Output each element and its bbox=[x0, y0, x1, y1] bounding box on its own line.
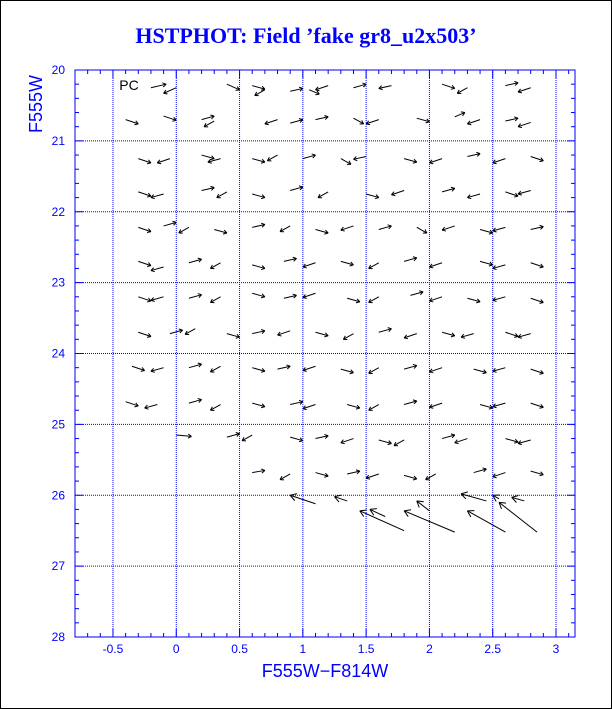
residual-vector bbox=[505, 439, 518, 444]
residual-vector bbox=[334, 495, 347, 502]
residual-vector bbox=[493, 495, 500, 501]
residual-vector bbox=[138, 227, 151, 232]
residual-vector bbox=[531, 156, 544, 161]
residual-vector bbox=[429, 297, 442, 302]
residual-vector bbox=[369, 405, 379, 411]
y-tick-label: 22 bbox=[51, 204, 65, 219]
residual-vector bbox=[426, 474, 436, 480]
residual-vector bbox=[138, 261, 151, 266]
residual-vector bbox=[404, 334, 417, 339]
residual-vector bbox=[442, 226, 455, 231]
residual-vector bbox=[341, 159, 351, 165]
y-tick-label: 23 bbox=[51, 275, 65, 290]
residual-vector bbox=[369, 263, 379, 269]
residual-vector bbox=[227, 334, 240, 339]
residual-vector bbox=[391, 190, 404, 195]
residual-vector bbox=[318, 192, 328, 198]
residual-vector bbox=[493, 227, 506, 232]
residual-vector bbox=[151, 194, 164, 199]
residual-vector bbox=[518, 334, 531, 339]
residual-vector bbox=[531, 263, 544, 268]
residual-vector bbox=[370, 509, 385, 517]
residual-vector bbox=[202, 186, 215, 190]
residual-vector bbox=[252, 194, 265, 199]
residual-vector bbox=[280, 226, 290, 232]
residual-vector bbox=[164, 221, 177, 226]
residual-vector bbox=[379, 86, 392, 90]
residual-vector bbox=[290, 437, 303, 442]
x-tick-label: 1 bbox=[299, 642, 307, 656]
residual-vector bbox=[138, 297, 151, 302]
residual-vector bbox=[290, 119, 303, 124]
residual-vector bbox=[531, 369, 544, 374]
residual-vector bbox=[151, 297, 164, 302]
residual-vector bbox=[227, 84, 240, 90]
residual-vector bbox=[493, 368, 506, 373]
residual-vector bbox=[531, 298, 544, 303]
residual-vector bbox=[366, 194, 379, 199]
residual-vector bbox=[461, 492, 486, 501]
residual-vector bbox=[341, 261, 354, 266]
residual-vector bbox=[189, 363, 202, 368]
residual-vector bbox=[457, 88, 467, 94]
residual-vector bbox=[316, 332, 329, 337]
residual-vector bbox=[202, 115, 215, 120]
residual-vector bbox=[379, 328, 392, 333]
residual-vector bbox=[518, 440, 531, 445]
residual-vector bbox=[252, 403, 265, 408]
residual-vector bbox=[341, 439, 354, 444]
residual-vector bbox=[202, 155, 215, 160]
residual-vector bbox=[505, 117, 518, 121]
residual-vector bbox=[404, 364, 417, 369]
residual-vector bbox=[417, 227, 427, 233]
residual-vector bbox=[126, 120, 139, 125]
residual-vector bbox=[284, 294, 297, 298]
residual-vector bbox=[252, 330, 265, 334]
residual-vector bbox=[138, 332, 151, 337]
residual-vector bbox=[157, 159, 170, 164]
residual-vector bbox=[210, 263, 220, 269]
residual-vector bbox=[303, 405, 316, 410]
residual-vector bbox=[303, 366, 316, 371]
residual-vector bbox=[316, 229, 329, 234]
x-tick-label: 0 bbox=[172, 642, 180, 656]
residual-vector bbox=[467, 120, 480, 125]
residual-vector bbox=[366, 120, 379, 125]
residual-vector bbox=[284, 257, 297, 261]
residual-vector bbox=[366, 474, 379, 479]
residual-vector bbox=[255, 90, 265, 96]
residual-vector bbox=[151, 368, 164, 373]
residual-vector bbox=[429, 263, 442, 268]
x-tick-label: 1.5 bbox=[357, 642, 375, 656]
residual-vector bbox=[303, 263, 316, 268]
residual-vector bbox=[132, 366, 145, 371]
residual-vector bbox=[505, 192, 518, 197]
residual-vector bbox=[252, 159, 265, 164]
residual-vector bbox=[353, 118, 363, 124]
residual-vector bbox=[480, 229, 493, 234]
residual-vector bbox=[505, 332, 518, 337]
residual-vector bbox=[151, 267, 164, 272]
residual-vector bbox=[278, 365, 291, 369]
residual-vector bbox=[467, 194, 480, 199]
residual-vector bbox=[404, 257, 417, 262]
residual-vector bbox=[499, 502, 537, 532]
residual-vector bbox=[252, 293, 265, 298]
residual-vector bbox=[493, 297, 506, 302]
residual-vector bbox=[410, 291, 423, 296]
residual-vector bbox=[316, 473, 329, 478]
residual-vector bbox=[369, 368, 379, 374]
residual-vector bbox=[467, 152, 480, 156]
residual-vector bbox=[189, 398, 202, 403]
pc-annotation: PC bbox=[119, 76, 139, 93]
residual-vector bbox=[442, 332, 455, 337]
residual-vector bbox=[467, 511, 505, 533]
residual-vector bbox=[265, 120, 278, 125]
residual-vector bbox=[404, 475, 417, 480]
residual-vector bbox=[138, 159, 151, 164]
residual-vector bbox=[343, 334, 353, 340]
residual-vector bbox=[531, 471, 544, 476]
residual-vector bbox=[474, 468, 487, 473]
residual-vector bbox=[126, 402, 139, 407]
residual-vector bbox=[429, 159, 442, 164]
y-tick-label: 28 bbox=[51, 630, 65, 644]
residual-vector bbox=[316, 86, 329, 91]
residual-vector bbox=[480, 405, 493, 410]
y-tick-label: 21 bbox=[51, 133, 65, 148]
x-tick-label: 3 bbox=[552, 642, 560, 656]
residual-vector bbox=[379, 440, 392, 445]
residual-vector bbox=[189, 294, 202, 299]
residual-vector bbox=[518, 190, 531, 195]
residual-vector bbox=[290, 186, 303, 191]
residual-vector bbox=[252, 368, 265, 373]
residual-vector bbox=[267, 155, 277, 161]
x-tick-label: 2.5 bbox=[484, 642, 502, 656]
chart-title: HSTPHOT: Field ’fake gr8_u2x503’ bbox=[135, 23, 477, 48]
residual-vector bbox=[278, 331, 291, 336]
residual-vector bbox=[404, 159, 417, 164]
residual-vector bbox=[252, 223, 265, 227]
residual-vector bbox=[210, 297, 220, 303]
residual-vector bbox=[242, 435, 252, 441]
residual-vector bbox=[493, 473, 506, 478]
residual-vector bbox=[369, 297, 379, 303]
residual-vector bbox=[429, 368, 442, 373]
residual-vector bbox=[214, 229, 227, 234]
x-tick-label: 2 bbox=[426, 642, 433, 656]
residual-vector bbox=[531, 403, 544, 408]
residual-vector bbox=[252, 86, 265, 91]
residual-vector bbox=[164, 116, 177, 121]
residual-vector bbox=[227, 432, 240, 437]
residual-vector bbox=[204, 121, 214, 127]
residual-vector bbox=[518, 88, 531, 93]
residual-vector bbox=[303, 154, 316, 159]
residual-vector bbox=[531, 225, 544, 229]
residual-vector bbox=[164, 88, 177, 94]
residual-vector bbox=[505, 81, 518, 85]
residual-vector bbox=[280, 474, 290, 480]
residual-vector bbox=[176, 434, 191, 438]
residual-vector bbox=[252, 469, 265, 473]
y-tick-label: 20 bbox=[51, 63, 65, 77]
residual-vector bbox=[394, 440, 404, 446]
y-tick-label: 27 bbox=[51, 559, 65, 574]
residual-vector bbox=[353, 83, 366, 88]
residual-vector bbox=[493, 403, 506, 408]
residual-vector bbox=[455, 439, 468, 444]
x-tick-label: 0.5 bbox=[231, 642, 248, 656]
residual-vector bbox=[316, 115, 329, 119]
residual-vector bbox=[442, 187, 455, 192]
residual-vector bbox=[442, 434, 455, 439]
residual-vector bbox=[341, 369, 354, 374]
y-tick-label: 25 bbox=[51, 417, 65, 432]
residual-vector bbox=[185, 329, 195, 335]
residual-vector bbox=[316, 434, 329, 438]
residual-vector bbox=[252, 265, 265, 270]
residual-vector bbox=[493, 265, 506, 270]
residual-vector bbox=[189, 258, 202, 263]
residual-vector bbox=[210, 405, 220, 411]
x-axis-label: F555W−F814W bbox=[261, 661, 389, 681]
residual-vector bbox=[429, 403, 442, 408]
residual-vector bbox=[303, 293, 316, 298]
residual-vector bbox=[379, 225, 392, 230]
residual-vector bbox=[353, 156, 366, 160]
y-axis-label: F555W bbox=[26, 74, 46, 134]
y-tick-label: 26 bbox=[51, 488, 65, 503]
residual-vector bbox=[461, 334, 474, 339]
residual-vector bbox=[290, 400, 303, 404]
residual-vector bbox=[217, 192, 227, 198]
residual-vector bbox=[417, 501, 430, 511]
residual-vector bbox=[404, 400, 417, 405]
residual-vector bbox=[151, 83, 166, 88]
residual-vector bbox=[347, 298, 360, 303]
residual-vector bbox=[208, 159, 221, 164]
residual-vector bbox=[347, 405, 360, 410]
y-tick-label: 24 bbox=[51, 346, 65, 361]
residual-vector bbox=[512, 495, 525, 502]
residual-vector bbox=[467, 298, 480, 303]
residual-vector bbox=[480, 261, 493, 266]
residual-vector bbox=[138, 192, 151, 197]
residual-vector bbox=[417, 118, 430, 123]
residual-vector bbox=[179, 227, 189, 233]
residual-vector bbox=[347, 470, 360, 474]
residual-vector bbox=[493, 159, 506, 164]
residual-vector bbox=[210, 366, 220, 372]
residual-vector bbox=[341, 226, 354, 231]
residual-vector bbox=[145, 405, 158, 410]
residual-vector bbox=[518, 122, 531, 127]
residual-vector bbox=[474, 369, 487, 374]
residual-vector bbox=[290, 87, 303, 91]
x-tick-label: -0.5 bbox=[102, 642, 124, 656]
residual-vector bbox=[442, 84, 455, 89]
residual-vector bbox=[455, 112, 465, 117]
